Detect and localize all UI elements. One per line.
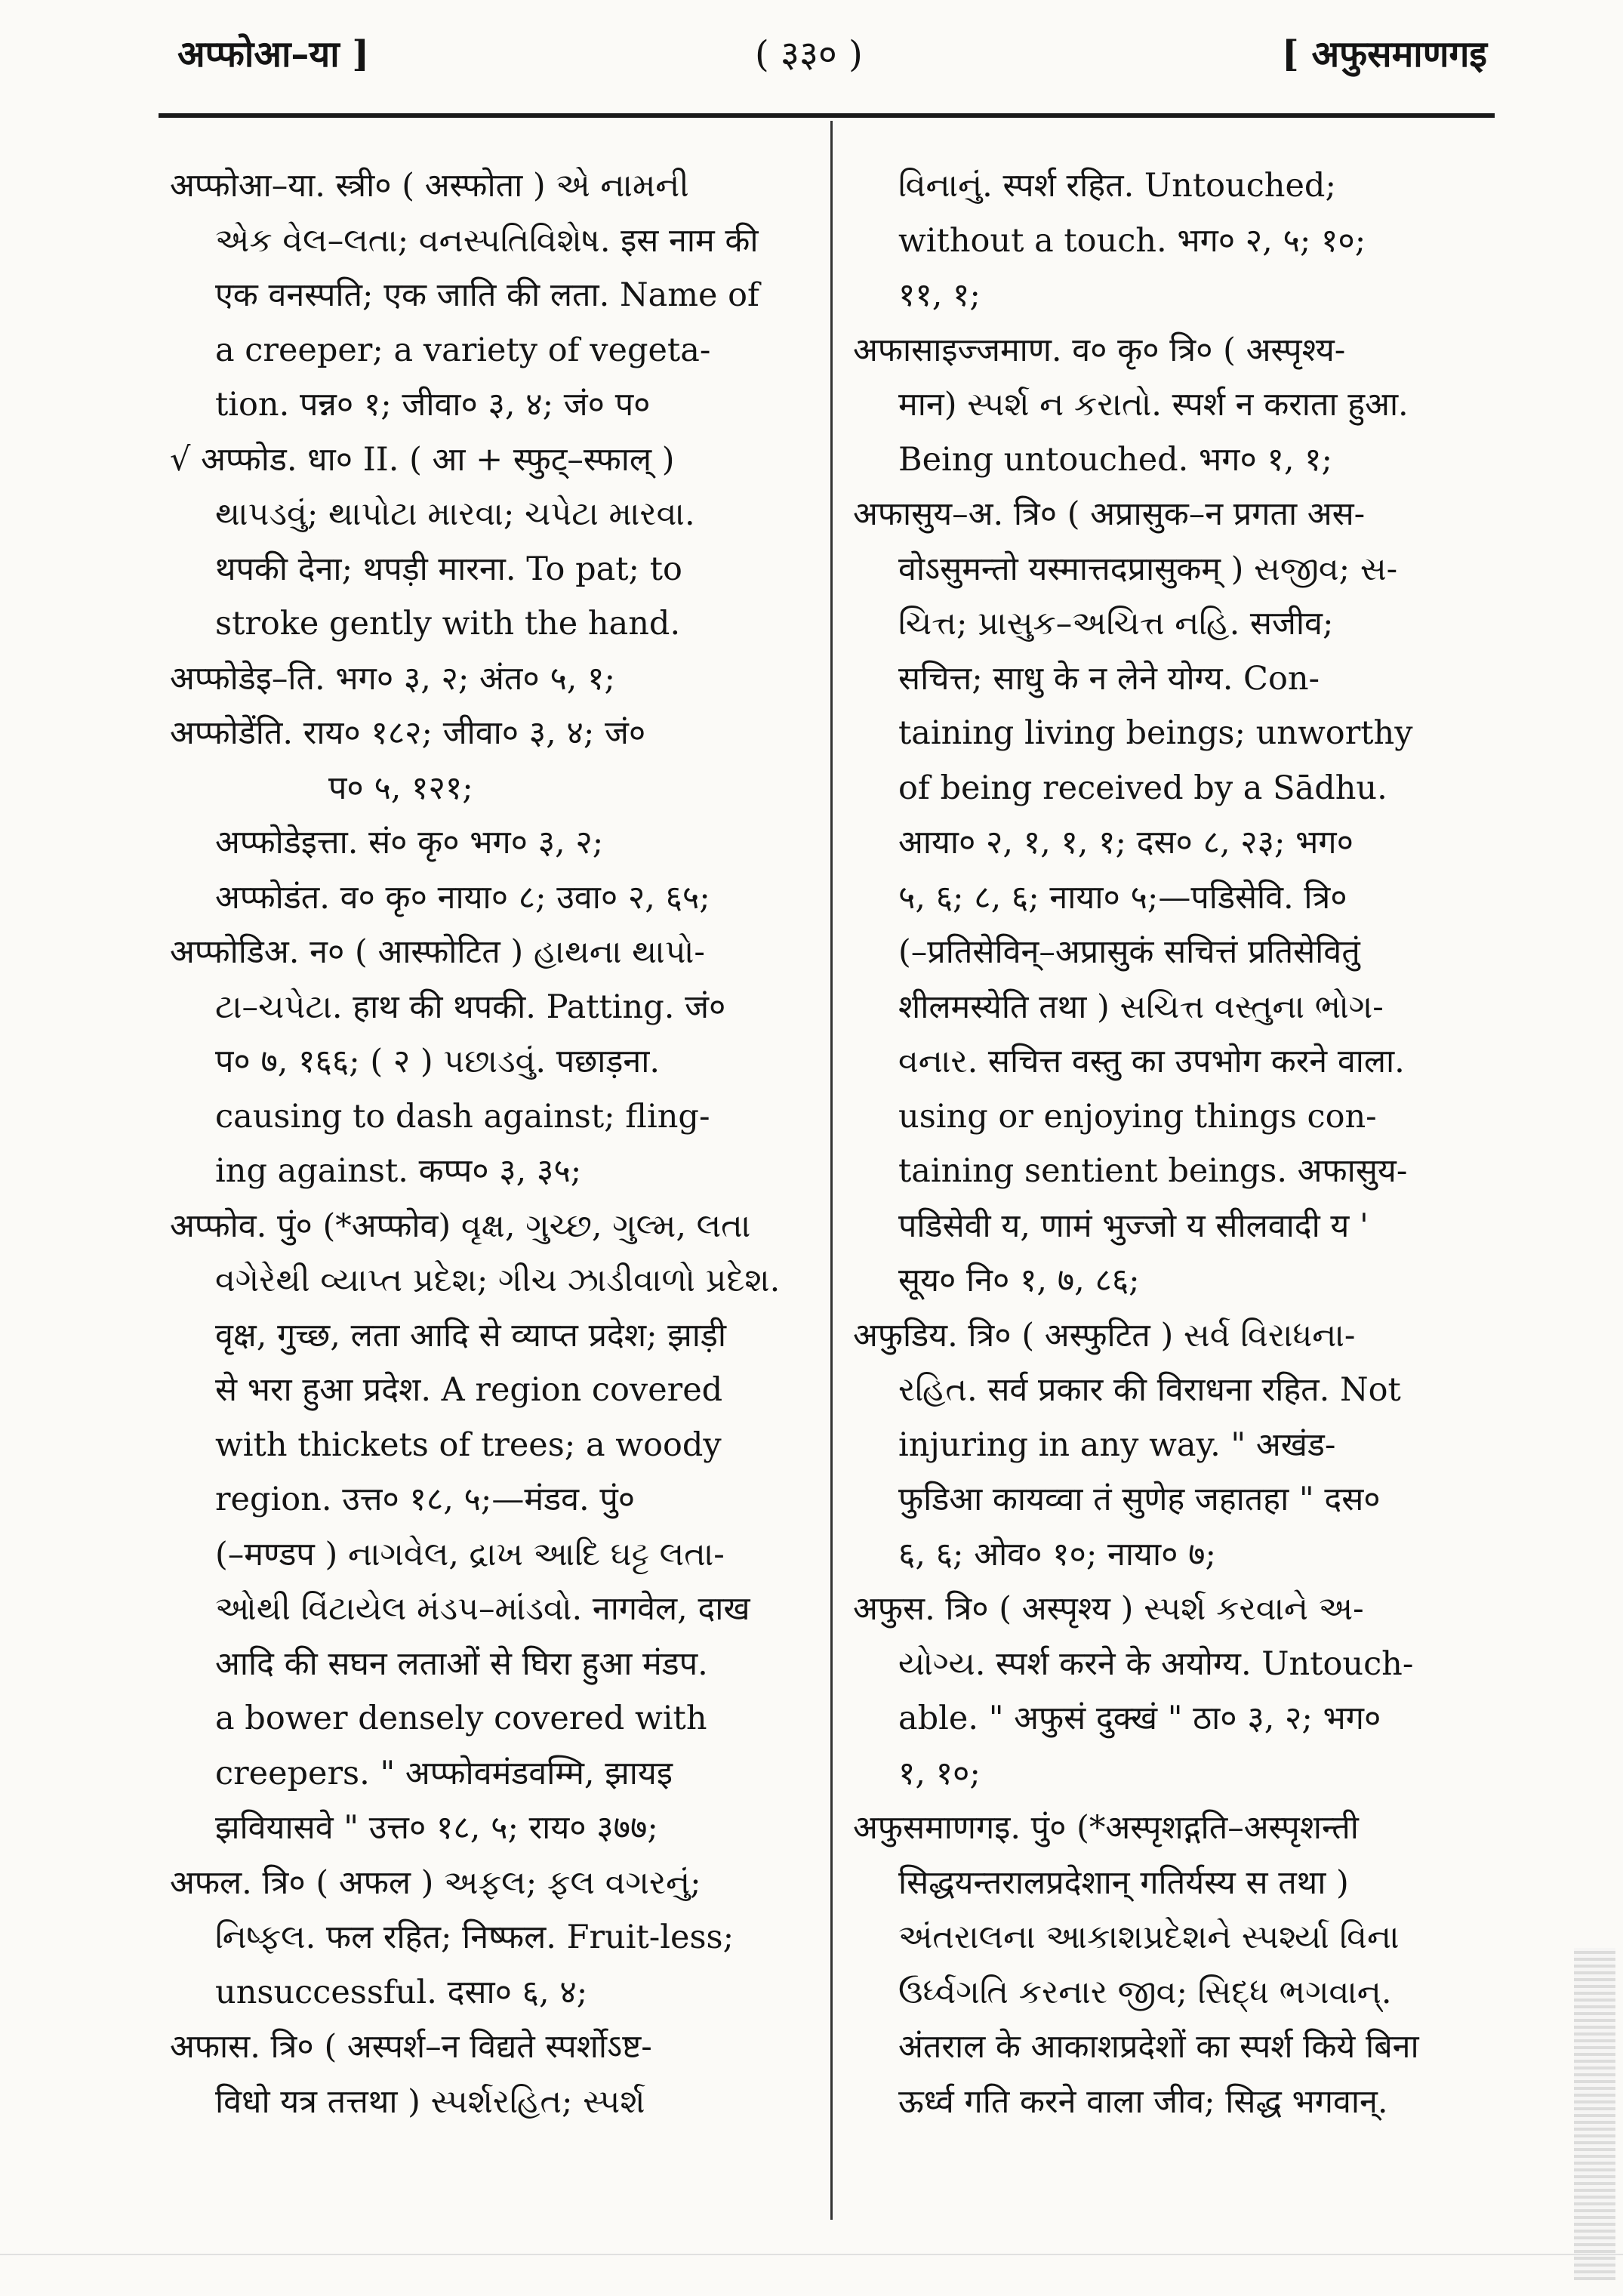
header-left-guide-word: अप्फोआ–या ] — [177, 33, 370, 76]
left-column-line: झवियासवे " उत्त० १८, ५; राय० ३७७; — [215, 1809, 658, 1847]
right-column-line: ઉર્ધ્વગતિ કરનાર જીવ; સિદ્ધ ભગવાન્. — [898, 1973, 1392, 2011]
header-right-guide-word: [ अफुसमाणगइ — [1282, 33, 1487, 76]
right-column-line: without a touch. भग० २, ५; १०; — [898, 221, 1366, 260]
right-column-line: सचित्त; साधु के न लेने योग्य. Con- — [898, 659, 1320, 698]
right-column-line: सिद्धयन्तरालप्रदेशान् गतिर्यस्य स तथा ) — [898, 1863, 1349, 1902]
left-column-line: એક વેલ–લતા; વનસ્પતિવિશેષ. इस नाम की — [215, 221, 759, 260]
left-column-line: प० ५, १२१; — [328, 769, 473, 807]
right-column-line: (–प्रतिसेविन्–अप्रासुकं सचित्तं प्रतिसेवितुं — [898, 933, 1360, 971]
right-column-line: फुडिआ कायव्वा तं सुणेह जहातहा " दस० — [898, 1481, 1381, 1518]
right-column-line: ५, ६; ८, ६; नाया० ५;—पडिसेवि. त्रि० — [898, 878, 1347, 917]
left-column-line: a creeper; a variety of vegeta- — [215, 331, 711, 369]
right-column-line: शीलमस्येति तथा ) સચિત્ત વસ્તુના ભોગ- — [898, 988, 1384, 1026]
left-column-line: एक वनस्पति; एक जाति की लता. Name of — [215, 276, 759, 314]
header-rule — [159, 113, 1495, 118]
left-column — [170, 159, 819, 2129]
right-column-line: Being untouched. भग० १, १; — [898, 440, 1333, 479]
right-column-line: ચિત્ત; પ્રાસુક–અચિત્ત નહિ. सजीव; — [898, 605, 1334, 643]
page-header — [0, 0, 1623, 113]
right-column-line: अफुडिय. त्रि० ( अस्फुटित ) સર્વ વિરાધના- — [853, 1316, 1356, 1354]
left-column-line: થાપડવું; થાપોટા મારવા; ચપેટા મારવા. — [215, 495, 695, 533]
left-column-line: √ अप्फोड. धा० II. ( आ + स्फुट्–स्फाल् ) — [170, 440, 675, 479]
left-column-line: आदि की सघन लताओं से घिरा हुआ मंडप. — [215, 1644, 708, 1683]
left-column-line: से भरा हुआ प्रदेश. A region covered — [215, 1371, 723, 1409]
column-divider — [830, 121, 833, 2220]
bottom-scan-line — [0, 2254, 1623, 2255]
left-column-line: region. उत्त० १८, ५;—मंडव. पुं० — [215, 1481, 636, 1518]
left-column-line: વગેરેથી વ્યાપ્ત પ્રદેશ; ગીચ ઝાડીવાળો પ્રદેશ. — [215, 1262, 781, 1299]
right-column — [853, 159, 1495, 2129]
left-column-line: अप्फोआ–या. स्त्री० ( अस्फोता ) એ નામની — [170, 167, 689, 205]
right-column-line: ऊर्ध्व गति करने वाला जीव; सिद्ध भगवान्. — [898, 2082, 1388, 2121]
right-column-line: રહિત. सर्व प्रकार की विराधना रहित. Not — [898, 1371, 1401, 1409]
left-column-line: a bower densely covered with — [215, 1700, 707, 1737]
left-column-line: નિષ્ફલ. फल रहित; निष्फल. Fruit-less; — [215, 1918, 735, 1956]
right-column-line: अंतराल के आकाशप्रदेशों का स्पर्श किये बिना — [898, 2028, 1419, 2066]
left-column-line: विधो यत्र तत्तथा ) સ્પર્શરહિત; સ્પર્શ — [215, 2082, 645, 2121]
right-column-line: अफासाइज्जमाण. व० कृ० त्रि० ( अस्पृश्य- — [853, 331, 1346, 369]
left-column-line: अफल. त्रि० ( अफल ) અફલ; ફલ વગરનું; — [170, 1863, 701, 1902]
left-column-line: अप्फोडंत. व० कृ० नाया० ८; उवा० २, ६५; — [215, 878, 710, 917]
left-column-line: stroke gently with the hand. — [215, 605, 681, 643]
left-column-line: अफास. त्रि० ( अस्पर्श–न विद्यते स्पर्शोऽष्ट- — [170, 2028, 652, 2066]
left-column-line: अप्फोव. पुं० (*अप्फोव) વૃક્ષ, ગુચ્છ, ગુલ્મ, લતા — [170, 1207, 751, 1245]
right-column-line: taining living beings; unworthy — [898, 714, 1413, 752]
right-column-line: taining sentient beings. अफासुय- — [898, 1152, 1408, 1190]
right-column-line: ६, ६; ओव० १०; नाया० ७; — [898, 1535, 1216, 1573]
right-column-line: अफासुय–अ. त्रि० ( अप्रासुक–न प्रगता अस- — [853, 495, 1366, 533]
left-column-line: unsuccessful. दसा० ६, ४; — [215, 1973, 588, 2011]
right-column-line: of being received by a Sādhu. — [898, 769, 1387, 807]
left-column-line: थपकी देना; थपड़ी मारना. To pat; to — [215, 550, 682, 588]
left-column-line: tion. पन्न० १; जीवा० ३, ४; जं० प० — [215, 386, 651, 424]
right-column-line: વિનાનું. स्पर्श रहित. Untouched; — [898, 167, 1336, 205]
right-column-line: पडिसेवी य, णामं भुज्जो य सीलवादी य ' — [898, 1207, 1369, 1245]
left-column-line: ઓથી વિંટાયેલ મંડપ–માંડવો. नागवेल, दाख — [215, 1590, 750, 1628]
right-column-line: able. " अफुसं दुक्खं " ठा० ३, २; भग० — [898, 1700, 1381, 1737]
right-column-line: अफुस. त्रि० ( अस्पृश्य ) સ્પર્શ કરવાને અ- — [853, 1590, 1364, 1628]
right-column-line: अफुसमाणगइ. पुं० (*अस्पृशद्गति–अस्पृशन्ती — [853, 1809, 1359, 1847]
page-number: ( ३३० ) — [755, 33, 863, 76]
right-column-line: અંતરાલના આકાશપ્રદેશને સ્પર્શ્યા વિના — [898, 1918, 1400, 1956]
left-column-line: causing to dash against; fling- — [215, 1097, 710, 1136]
scan-edge-noise — [1574, 1948, 1615, 2280]
right-column-line: using or enjoying things con- — [898, 1097, 1377, 1136]
right-column-line: आया० २, १, १, १; दस० ८, २३; भग० — [898, 824, 1354, 861]
left-column-line: प० ७, १६६; ( २ ) પછાડવું. पछाड़ना. — [215, 1043, 661, 1080]
right-column-line: injuring in any way. " अखंड- — [898, 1425, 1336, 1464]
left-column-line: अप्फोडिअ. न० ( आस्फोटित ) હાથના થાપો- — [170, 933, 705, 971]
left-column-line: creepers. " अप्फोवमंडवम्मि, झायइ — [215, 1754, 673, 1792]
right-column-line: વનાર. सचित्त वस्तु का उपभोग करने वाला. — [898, 1043, 1405, 1080]
left-column-line: ટા–ચપેટા. हाथ की थपकी. Patting. जं० — [215, 988, 726, 1026]
left-column-line: अप्फोडेइत्ता. सं० कृ० भग० ३, २; — [215, 824, 604, 861]
left-column-line: वृक्ष, गुच्छ, लता आदि से व्याप्त प्रदेश; झाड़ी — [215, 1316, 727, 1354]
right-column-line: वोऽसुमन्तो यस्मात्तदप्रासुकम् ) સજીવ; સ- — [898, 550, 1398, 588]
right-column-line: मान) સ્પર્શ ન કરાતો. स्पर्श न कराता हुआ. — [898, 386, 1409, 424]
right-column-line: યોગ્ય. स्पर्श करने के अयोग्य. Untouch- — [898, 1644, 1414, 1683]
right-column-line: ११, १; — [898, 276, 981, 314]
left-column-line: अप्फोडेंति. राय० १८२; जीवा० ३, ४; जं० — [170, 714, 646, 752]
left-column-line: (–मण्डप ) નાગવેલ, દ્રાખ આદિ ઘટ્ટ લતા- — [215, 1535, 725, 1573]
right-column-line: १, १०; — [898, 1754, 981, 1792]
left-column-line: अप्फोडेइ–ति. भग० ३, २; अंत० ५, १; — [170, 659, 615, 698]
left-column-line: ing against. कप्प० ३, ३५; — [215, 1152, 582, 1190]
left-column-line: with thickets of trees; a woody — [215, 1425, 722, 1464]
right-column-line: सूय० नि० १, ७, ८६; — [898, 1262, 1140, 1299]
